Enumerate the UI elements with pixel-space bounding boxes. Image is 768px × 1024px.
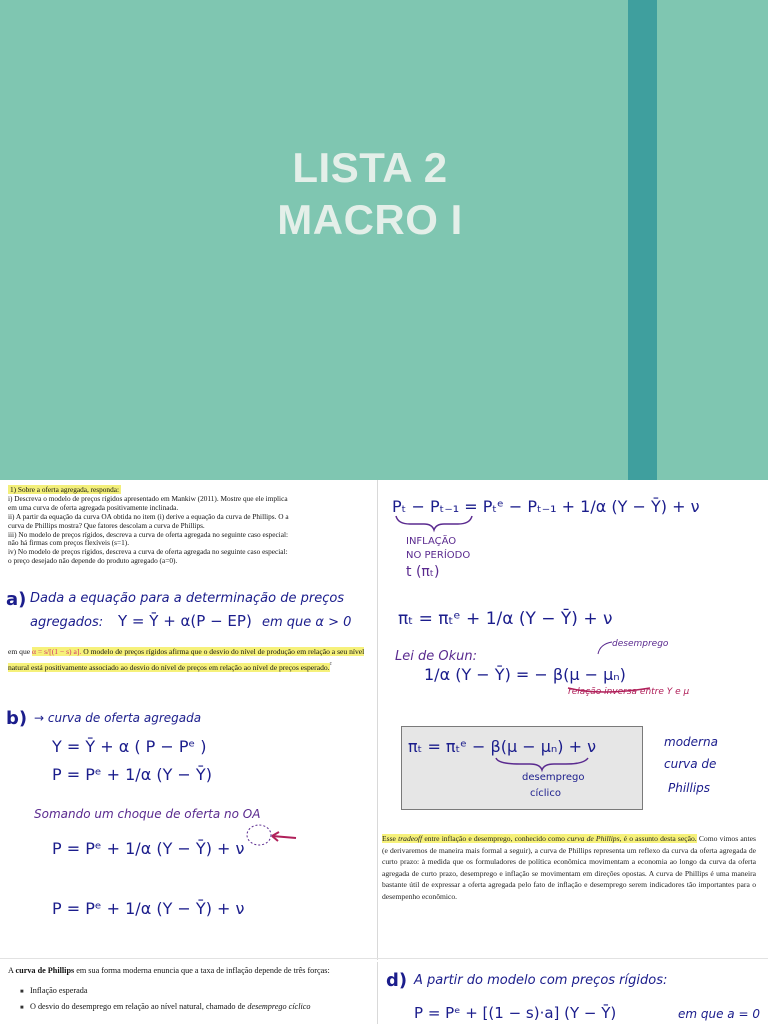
answer-a-condition: em que α > 0 (262, 615, 352, 630)
answer-a-formula: Y = Ȳ + α(P − EP) (118, 612, 252, 630)
question-header: 1) Sobre a oferta agregada, responda: (10, 485, 119, 494)
answer-b-label: b) (6, 708, 28, 729)
excerpt-highlight: O modelo de preços rígidos afirma que o desvio do nível de produção em relação a seu nível natural está positivamente associado ao desvio do nível de preços em relação ao nível de preços esperado. (8, 647, 365, 672)
question-line: ii) A partir da equação da curva OA obtida no item (i) derive a equação da curva de Phillips. O a (8, 511, 289, 521)
inflation-note-2: NO PERÍODO (406, 550, 471, 561)
answer-d-label: d) (386, 970, 408, 991)
question-line: iv) No modelo de preços rígidos, descreva a curva de oferta agregada no seguinte caso especial: (8, 547, 288, 557)
answer-b-eq2: P = Pᵉ + 1/α (Y − Ȳ) (52, 765, 212, 784)
answer-b-eq1: Y = Ȳ + α ( P − Pᵉ ) (52, 737, 207, 756)
answer-a-line1: Dada a equação para a determinação de preços (30, 591, 345, 606)
bullet-unemployment-pre: O desvio do desemprego em relação ao nível natural, chamado de (30, 1002, 248, 1011)
answer-b-shock: Somando um choque de oferta no OA (34, 807, 261, 821)
cover-title-line2: MACRO I (277, 196, 463, 243)
question-line: iii) No modelo de preços rígidos, descreva a curva de oferta agregada no seguinte caso especial: (8, 529, 289, 539)
question-line: i) Descreva o modelo de preços rígidos apresentado em Mankiw (2011). Mostre que ele implica (8, 493, 288, 503)
question-line: não há firmas com preços flexíveis (s=1). (8, 538, 130, 548)
excerpt3-intro-post: em sua forma moderna enuncia que a taxa de inflação depende de três forças: (74, 966, 330, 975)
cover-title-line1: LISTA 2 (292, 144, 448, 191)
question-line: o preço desejado não depende do produto agregado (a=0). (8, 556, 178, 566)
question-line: em uma curva de oferta agregada positivamente inclinada. (8, 502, 179, 512)
footnote-mark: ² (329, 661, 332, 668)
bullet-expected-inflation: Inflação esperada (30, 986, 88, 995)
excerpt-prefix: em que (8, 647, 33, 656)
excerpt2-mid: entre inflação e desemprego, conhecido como (422, 834, 568, 843)
answer-a-line2: agregados: (30, 615, 104, 630)
question-line: curva de Phillips mostra? Que fatores descolam a curva de Phillips. (8, 520, 205, 530)
excerpt2-start: Esse (382, 834, 399, 843)
excerpt2-rest: Como vimos antes (e derivaremos de maneira mais formal a seguir), a curva de Phillips representa um reflexo da curva da oferta agregada de curto prazo: à medida que os formuladores de política econômica movimentam a economia ao longo da curva da oferta agregada de curto prazo, desemprego e inflação se movimentam em direções opostas. A curva de Phillips é uma maneira bastante útil de expressar a oferta agregada pelo fato de inflação e desemprego serem indicadores tão importantes para o desempenho econômico. (382, 834, 756, 901)
answer-a-label: a) (6, 589, 27, 610)
answer-b-eq3: P = Pᵉ + 1/α (Y − Ȳ) + ν (52, 839, 245, 858)
answer-b-eq4: P = Pᵉ + 1/α (Y − Ȳ) + ν (52, 899, 245, 918)
handwriting-layer (0, 480, 768, 1024)
phillips-box-equation: πₜ = πₜᵉ − β(μ − μₙ) + ν (408, 737, 597, 756)
excerpt2-end: , é o assunto desta seção. (619, 834, 697, 843)
right-eq2: πₜ = πₜᵉ + 1/α (Y − Ȳ) + ν (398, 609, 613, 629)
cover-title (0, 142, 740, 246)
okun-note: relação inversa entre Y e μ (568, 687, 690, 697)
right-eq1: Pₜ − Pₜ₋₁ = Pₜᵉ − Pₜ₋₁ + 1/α (Y − Ȳ) + ν (392, 497, 700, 516)
bullet-unemployment-em: desemprego cíclico (247, 1002, 311, 1011)
okun-equation: 1/α (Y − Ȳ) = − β(μ − μₙ) (424, 665, 626, 684)
inflation-brace (396, 516, 472, 530)
cover-panel (0, 0, 768, 480)
excerpt3-intro-pre: A (8, 966, 16, 975)
excerpt-formula: α = s/[(1 − s) a]. (32, 647, 82, 656)
answer-d-title: A partir do modelo com preços rígidos: (414, 973, 668, 988)
modern-note-1: moderna (664, 735, 718, 749)
excerpt3-intro-bold: curva de Phillips (15, 966, 75, 975)
inflation-note-3: t (πₜ) (406, 564, 440, 580)
answer-d-condition: em que a = 0 (678, 1007, 760, 1021)
inflation-note-1: INFLAÇÃO (406, 536, 457, 547)
okun-title: Lei de Okun: (395, 649, 477, 664)
answer-b-title: → curva de oferta agregada (34, 711, 202, 725)
box-underbrace-2: cíclico (530, 788, 561, 799)
answer-d-equation: P = Pᵉ + [(1 − s)·a] (Y − Ȳ) (414, 1004, 617, 1022)
modern-note-3: Phillips (668, 781, 711, 795)
excerpt2-curve-name: curva de Phillips (567, 834, 620, 843)
box-underbrace-1: desemprego (522, 772, 585, 783)
modern-note-2: curva de (664, 757, 717, 771)
shock-circle (247, 825, 271, 845)
excerpt2-tradeoff: tradeoff (398, 834, 423, 843)
okun-note-top: desemprego (612, 639, 669, 649)
